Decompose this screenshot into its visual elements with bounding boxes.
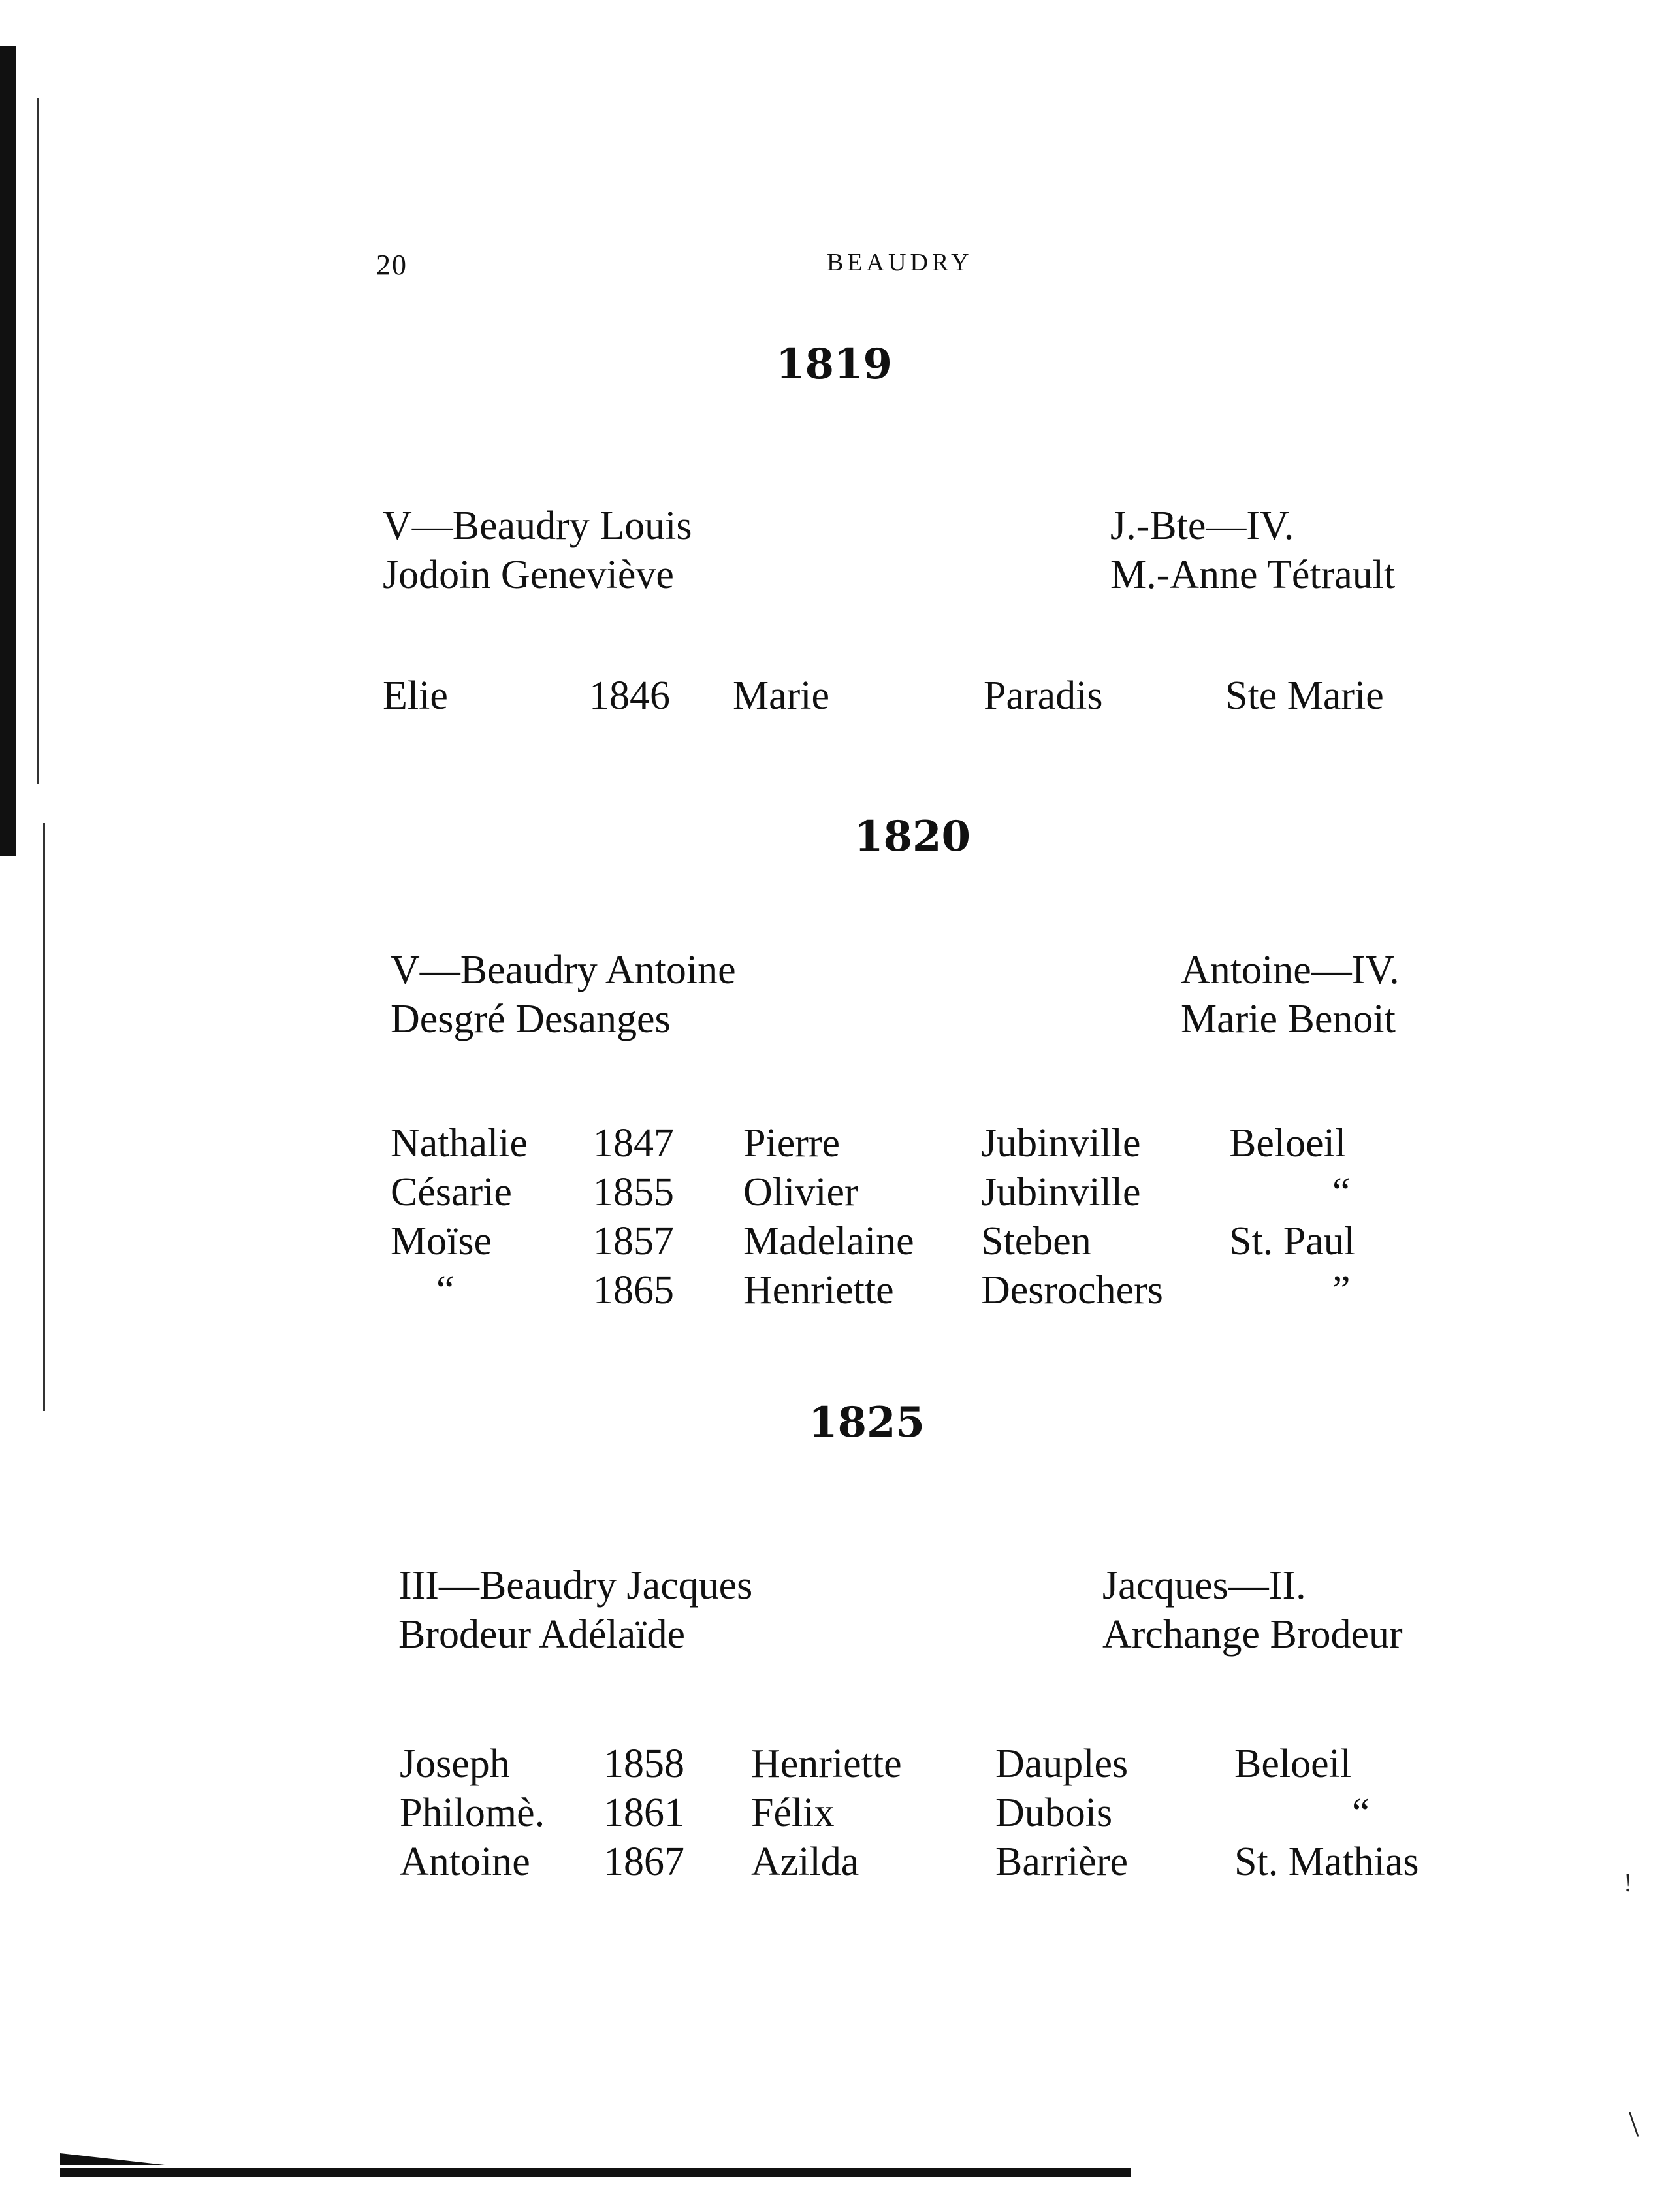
wife-parent: Archange Brodeur [1102, 1612, 1403, 1657]
marriage-place: “ [1352, 1791, 1370, 1835]
husband-parent: Jacques—II. [1102, 1563, 1306, 1608]
spouse-last-name: Paradis [984, 674, 1103, 718]
child-name: “ [436, 1268, 455, 1312]
marriage-place: “ [1332, 1170, 1351, 1214]
family-year: 1825 [808, 1398, 925, 1447]
scan-bottom-rule [60, 2168, 1131, 2177]
husband-parent: Antoine—IV. [1181, 948, 1400, 992]
husband-name: V—Beaudry Antoine [391, 948, 736, 992]
marriage-year: 1865 [593, 1268, 674, 1312]
child-name: Elie [383, 674, 448, 718]
spouse-last-name: Steben [981, 1219, 1091, 1263]
wife-parent: M.-Anne Tétrault [1110, 553, 1396, 597]
spouse-first-name: Henriette [743, 1268, 894, 1312]
family-year: 1819 [775, 340, 893, 389]
spouse-first-name: Pierre [743, 1121, 841, 1165]
scan-bottom-wedge [60, 2153, 165, 2165]
child-name: Césarie [391, 1170, 512, 1214]
scan-edge-speckle [43, 823, 45, 1411]
scan-edge-speckle [37, 98, 39, 784]
spouse-last-name: Barrière [995, 1840, 1129, 1884]
marriage-year: 1861 [603, 1791, 684, 1835]
spouse-first-name: Azilda [751, 1840, 859, 1884]
child-name: Joseph [400, 1742, 510, 1786]
wife-parent: Marie Benoit [1181, 997, 1396, 1041]
spouse-first-name: Olivier [743, 1170, 858, 1214]
marriage-year: 1858 [603, 1742, 684, 1786]
spouse-last-name: Desrochers [981, 1268, 1163, 1312]
scan-margin-mark: \ [1629, 2104, 1639, 2145]
marriage-place: Beloeil [1229, 1121, 1347, 1165]
spouse-first-name: Henriette [751, 1742, 902, 1786]
spouse-first-name: Félix [751, 1791, 835, 1835]
running-head: BEAUDRY [827, 249, 973, 276]
marriage-place: St. Paul [1229, 1219, 1355, 1263]
marriage-year: 1846 [589, 674, 670, 718]
spouse-first-name: Madelaine [743, 1219, 914, 1263]
marriage-place: Ste Marie [1225, 674, 1384, 718]
child-name: Antoine [400, 1840, 530, 1884]
marriage-place: St. Mathias [1234, 1840, 1419, 1884]
scan-margin-mark: ! [1624, 1868, 1633, 1897]
marriage-year: 1847 [593, 1121, 674, 1165]
husband-name: III—Beaudry Jacques [398, 1563, 753, 1608]
family-year: 1820 [854, 812, 971, 861]
wife-name: Brodeur Adélaïde [398, 1612, 686, 1657]
marriage-year: 1857 [593, 1219, 674, 1263]
marriage-place: ” [1332, 1268, 1351, 1312]
child-name: Philomè. [400, 1791, 545, 1835]
page-number: 20 [376, 249, 408, 281]
spouse-last-name: Jubinville [981, 1121, 1141, 1165]
spouse-last-name: Dubois [995, 1791, 1113, 1835]
spouse-last-name: Jubinville [981, 1170, 1141, 1214]
marriage-year: 1867 [603, 1840, 684, 1884]
marriage-year: 1855 [593, 1170, 674, 1214]
spouse-last-name: Dauples [995, 1742, 1129, 1786]
wife-name: Desgré Desanges [391, 997, 671, 1041]
marriage-place: Beloeil [1234, 1742, 1352, 1786]
child-name: Moïse [391, 1219, 492, 1263]
spouse-first-name: Marie [733, 674, 830, 718]
husband-parent: J.-Bte—IV. [1110, 504, 1294, 548]
child-name: Nathalie [391, 1121, 528, 1165]
scan-edge-shadow [0, 46, 16, 856]
husband-name: V—Beaudry Louis [383, 504, 692, 548]
wife-name: Jodoin Geneviève [383, 553, 674, 597]
